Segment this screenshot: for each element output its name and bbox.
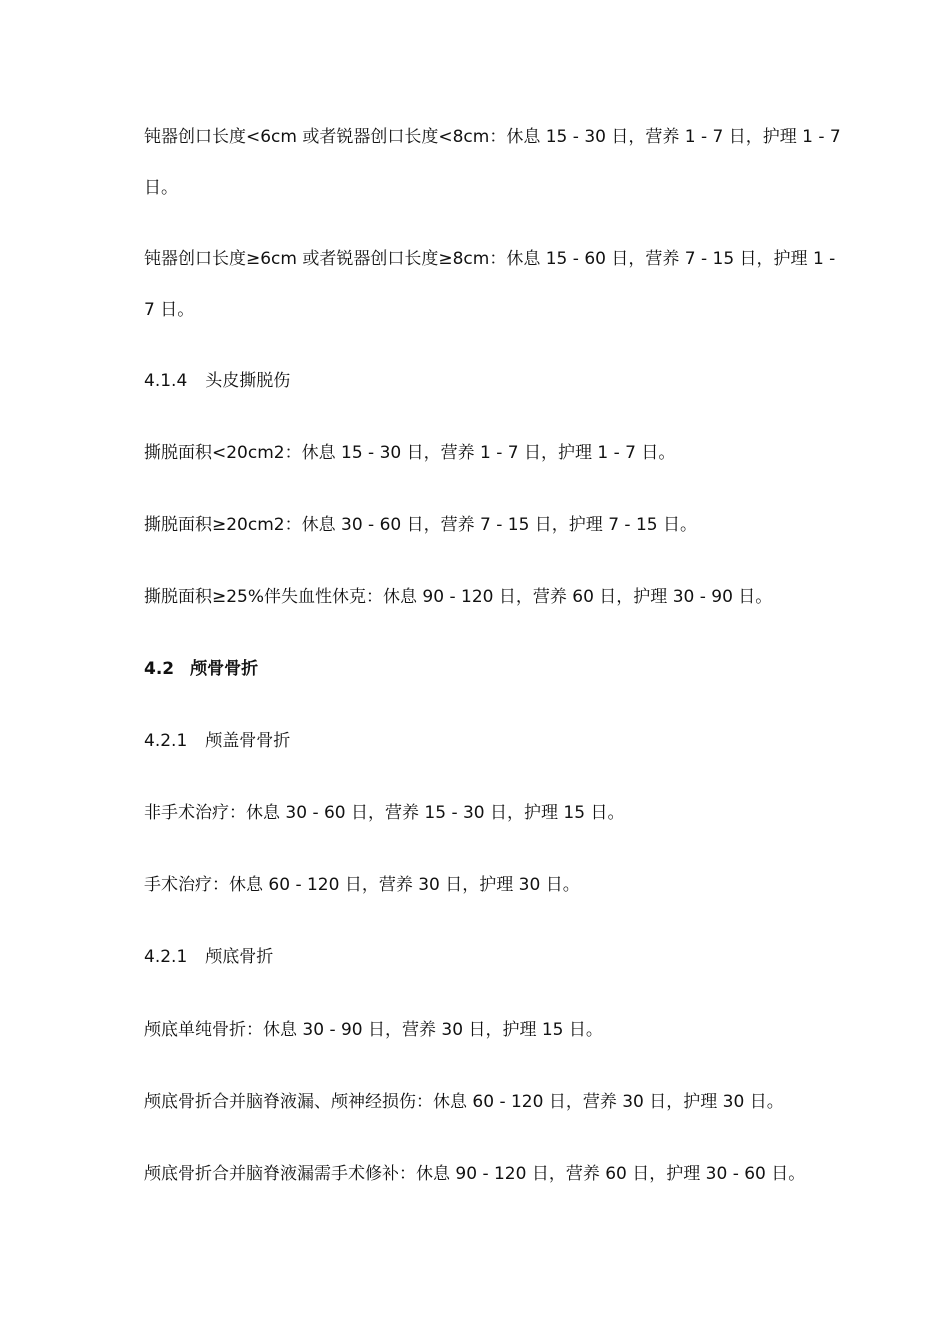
section-4-1-4-heading: [144, 370, 814, 392]
section-4-2-1-vault-heading: [144, 730, 814, 752]
scalp-avulsion-item: 撕脱面积≥20cm2：休息 30 - 60 日，营养 7 - 15 日，护理 7 - 15 日。: [144, 515, 698, 535]
section-number: 4.1.4: [144, 371, 188, 391]
section-number: 4.2.1: [144, 731, 188, 751]
skull-base-item: 颅底骨折合并脑脊液漏、颅神经损伤：休息 60 - 120 日，营养 30 日，护理 30 日。: [144, 1092, 784, 1112]
paragraph-blunt-short-line1: 钝器创口长度<6cm 或者锐器创口长度<8cm：休息 15 - 30 日，营养 1 - 7 日，护理 1 - 7: [144, 127, 841, 147]
section-number: 4.2: [144, 659, 175, 679]
paragraph-blunt-long-line1: 钝器创口长度≥6cm 或者锐器创口长度≥8cm：休息 15 - 60 日，营养 7 - 15 日，护理 1 -: [144, 249, 836, 269]
paragraph-blunt-short-line2: 日。: [144, 178, 178, 198]
skull-base-item: 颅底单纯骨折：休息 30 - 90 日，营养 30 日，护理 15 日。: [144, 1020, 603, 1040]
skull-vault-item: 非手术治疗：休息 30 - 60 日，营养 15 - 30 日，护理 15 日。: [144, 803, 625, 823]
skull-base-item: 颅底骨折合并脑脊液漏需手术修补：休息 90 - 120 日，营养 60 日，护理 30 - 60 日。: [144, 1164, 806, 1184]
section-number: 4.2.1: [144, 947, 188, 967]
section-title: 颅盖骨骨折: [205, 731, 291, 751]
section-title: 颅底骨折: [205, 947, 274, 967]
scalp-avulsion-item: 撕脱面积≥25%伴失血性休克：休息 90 - 120 日，营养 60 日，护理 30 - 90 日。: [144, 587, 773, 607]
section-4-2-heading: [144, 658, 814, 680]
section-title: 颅骨骨折: [190, 659, 259, 679]
paragraph-blunt-long-line2: 7 日。: [144, 300, 195, 320]
section-title: 头皮撕脱伤: [205, 371, 291, 391]
skull-vault-item: 手术治疗：休息 60 - 120 日，营养 30 日，护理 30 日。: [144, 875, 580, 895]
section-4-2-1-base-heading: [144, 946, 814, 968]
scalp-avulsion-item: 撕脱面积<20cm2：休息 15 - 30 日，营养 1 - 7 日，护理 1 - 7 日。: [144, 443, 676, 463]
